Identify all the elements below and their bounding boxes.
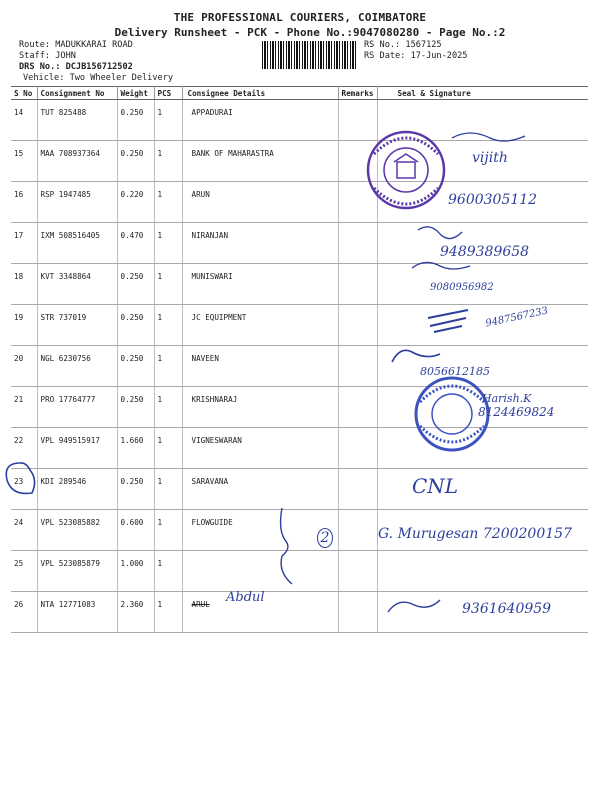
row-weight: 0.250 <box>117 100 154 141</box>
handwritten-phone-18: 9080956982 <box>430 282 494 293</box>
row-pcs: 1 <box>154 305 182 346</box>
row-consignee: FLOWGUIDE <box>182 510 338 551</box>
row-weight: 0.220 <box>117 182 154 223</box>
handwritten-phone-16: 9600305112 <box>448 192 538 208</box>
col-remarks: Remarks <box>338 87 377 100</box>
row-sno: 24 <box>11 510 37 551</box>
table-header-row <box>11 87 588 100</box>
row-sno: 14 <box>11 100 37 141</box>
row-consignee <box>182 551 338 592</box>
row-remarks <box>338 305 377 346</box>
col-seal-signature: Seal & Signature <box>377 87 588 100</box>
handwritten-phone-19: 9487567233 <box>484 305 550 330</box>
row-sno: 23 <box>11 469 37 510</box>
table-row <box>11 100 588 141</box>
row-remarks <box>338 428 377 469</box>
row-weight: 0.250 <box>117 469 154 510</box>
company-name: THE PROFESSIONAL COURIERS, COIMBATORE <box>173 11 427 24</box>
row-remarks <box>338 387 377 428</box>
row-remarks <box>338 469 377 510</box>
row-weight: 0.250 <box>117 387 154 428</box>
row-sno: 21 <box>11 387 37 428</box>
row-sno: 20 <box>11 346 37 387</box>
meta-right <box>364 40 467 62</box>
row-consignment-no: VPL 949515917 <box>37 428 117 469</box>
handwritten-phone-17: 9489389658 <box>440 244 530 260</box>
row-pcs: 1 <box>154 428 182 469</box>
row-consignment-no: TUT 825488 <box>37 100 117 141</box>
row-consignment-no: KVT 3348864 <box>37 264 117 305</box>
row-consignee: KRISHNARAJ <box>182 387 338 428</box>
row-pcs: 1 <box>154 141 182 182</box>
row-weight: 0.600 <box>117 510 154 551</box>
signature-15: vijith <box>472 150 508 166</box>
handwritten-phone-20: 8056612185 <box>420 365 490 378</box>
row-consignment-no: PRO 17764777 <box>37 387 117 428</box>
meta-left <box>19 40 173 84</box>
row-remarks <box>338 551 377 592</box>
table-row <box>11 264 588 305</box>
row-signature-cell <box>377 551 588 592</box>
row-consignee: APPADURAI <box>182 100 338 141</box>
row-pcs: 1 <box>154 100 182 141</box>
row-sno: 22 <box>11 428 37 469</box>
drs-label: DRS No.: DCJB156712502 <box>19 62 133 72</box>
row-remarks <box>338 346 377 387</box>
row-remarks <box>338 223 377 264</box>
row-pcs: 1 <box>154 469 182 510</box>
row-consignment-no: STR 737019 <box>37 305 117 346</box>
row-pcs: 1 <box>154 387 182 428</box>
row-consignment-no: VPL 523085882 <box>37 510 117 551</box>
row-consignment-no: IXM 508516405 <box>37 223 117 264</box>
row-consignment-no: RSP 1947485 <box>37 182 117 223</box>
row-pcs: 1 <box>154 510 182 551</box>
col-consignee: Consignee Details <box>182 87 338 100</box>
vehicle-label: Vehicle: Two Wheeler Delivery <box>23 73 174 83</box>
table-row <box>11 469 588 510</box>
row-weight: 2.360 <box>117 592 154 633</box>
row-weight: 0.250 <box>117 141 154 182</box>
row-sno: 15 <box>11 141 37 182</box>
row-remarks <box>338 264 377 305</box>
row-consignee: NAVEEN <box>182 346 338 387</box>
runsheet-table <box>11 86 588 633</box>
row-weight: 0.470 <box>117 223 154 264</box>
rs-number: RS No.: 1567125 <box>364 40 442 50</box>
row-pcs: 1 <box>154 223 182 264</box>
handwritten-mark-24: 2 <box>317 528 333 548</box>
row-weight: 0.250 <box>117 346 154 387</box>
row-consignment-no: MAA 708937364 <box>37 141 117 182</box>
row-weight: 0.250 <box>117 264 154 305</box>
row-consignee: BANK OF MAHARASTRA <box>182 141 338 182</box>
handwritten-name-21: Harish.K <box>482 392 532 405</box>
row-consignment-no: VPL 523085879 <box>37 551 117 592</box>
row-consignee: ARUN <box>182 182 338 223</box>
route-label: Route: MADUKKARAI ROAD <box>19 40 133 50</box>
row-consignee: SARAVANA <box>182 469 338 510</box>
row-consignee: ARUL <box>182 592 338 633</box>
runsheet-title: Delivery Runsheet - PCK - Phone No.:9047080280 - Page No.:2 <box>114 26 506 39</box>
row-signature-cell <box>377 305 588 346</box>
row-pcs: 1 <box>154 182 182 223</box>
row-weight: 1.000 <box>117 551 154 592</box>
row-sno: 16 <box>11 182 37 223</box>
rs-date: RS Date: 17-Jun-2025 <box>364 51 468 61</box>
row-remarks <box>338 592 377 633</box>
row-sno: 17 <box>11 223 37 264</box>
table-row <box>11 551 588 592</box>
row-pcs: 1 <box>154 592 182 633</box>
col-weight: Weight <box>117 87 154 100</box>
row-weight: 0.250 <box>117 305 154 346</box>
signature-23: CNL <box>412 474 459 498</box>
row-pcs: 1 <box>154 264 182 305</box>
row-sno: 25 <box>11 551 37 592</box>
row-sno: 19 <box>11 305 37 346</box>
table-row <box>11 428 588 469</box>
col-pcs: PCS <box>154 87 182 100</box>
row-signature-cell <box>377 469 588 510</box>
row-consignee: JC EQUIPMENT <box>182 305 338 346</box>
row-consignee: NIRANJAN <box>182 223 338 264</box>
row-pcs: 1 <box>154 551 182 592</box>
row-remarks <box>338 510 377 551</box>
barcode <box>262 41 358 69</box>
row-weight: 1.660 <box>117 428 154 469</box>
bank-stamp-1 <box>364 128 448 212</box>
handwritten-phone-24: G. Murugesan 7200200157 <box>378 526 572 542</box>
row-sno: 18 <box>11 264 37 305</box>
row-pcs: 1 <box>154 346 182 387</box>
row-consignee: VIGNESWARAN <box>182 428 338 469</box>
row-consignment-no: NGL 6230756 <box>37 346 117 387</box>
handwritten-phone-26: 9361640959 <box>462 601 552 617</box>
row-consignment-no: KDI 289546 <box>37 469 117 510</box>
handwritten-name-26: Abdul <box>226 590 265 605</box>
row-consignment-no: NTA 12771083 <box>37 592 117 633</box>
row-sno: 26 <box>11 592 37 633</box>
staff-label: Staff: JOHN <box>19 51 76 61</box>
col-sno: S No <box>11 87 37 100</box>
col-consignment: Consignment No <box>37 87 117 100</box>
table-row <box>11 346 588 387</box>
handwritten-phone-21: 8124469824 <box>478 405 555 419</box>
row-consignee: MUNISWARI <box>182 264 338 305</box>
